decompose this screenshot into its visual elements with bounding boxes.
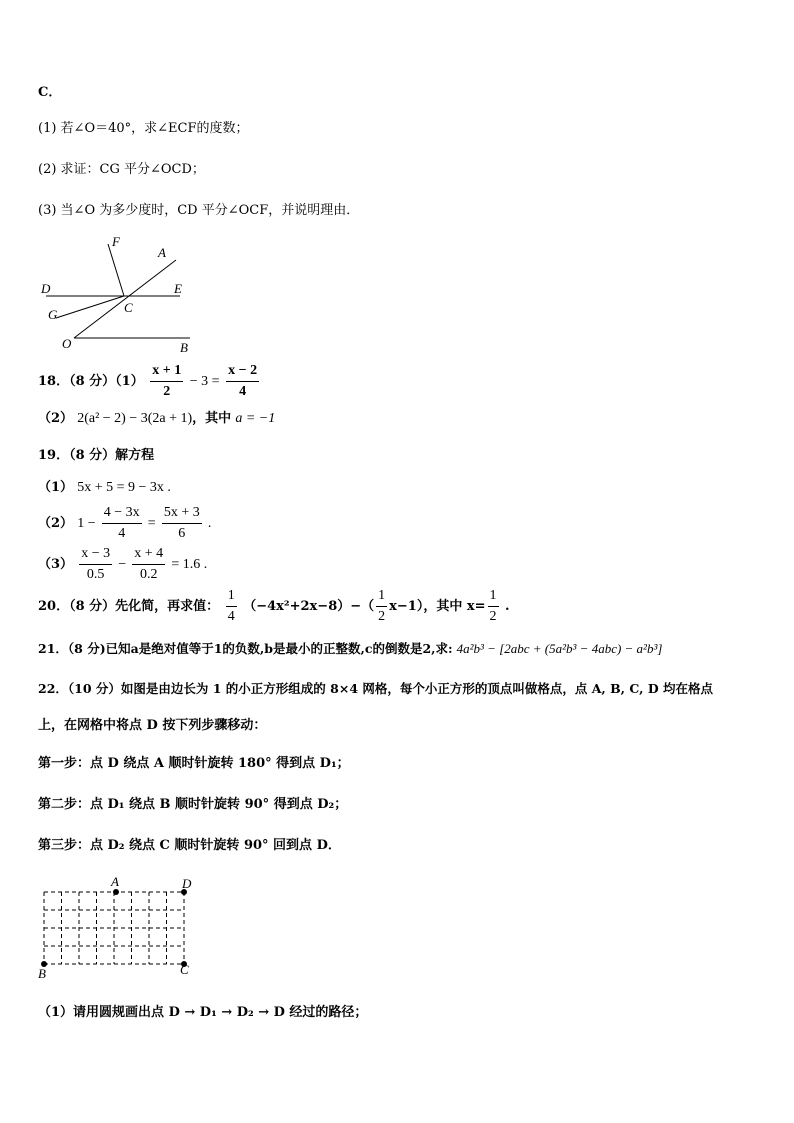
label-b: B xyxy=(38,966,46,981)
numerator: 5x + 3 xyxy=(162,505,202,524)
numerator: x + 1 xyxy=(150,363,183,382)
q22-line2: 上，在网格中将点 D 按下列步骤移动： xyxy=(38,718,267,733)
denominator: 2 xyxy=(163,384,171,399)
operator: = xyxy=(147,516,156,531)
equation: 5x + 5 = 9 − 3x . xyxy=(77,480,171,495)
q22-step3: 第三步：点 D₂ 绕点 C 顺时针旋转 90° 回到点 D． xyxy=(38,838,341,853)
ray-cf xyxy=(108,244,124,296)
q18-heading: 18．（8 分）（1） xyxy=(38,374,144,389)
label-g: G xyxy=(48,307,58,322)
label-o: O xyxy=(62,336,72,351)
operator: . xyxy=(505,599,510,614)
label-c: C xyxy=(124,300,133,315)
numerator: 1 xyxy=(226,588,237,607)
q22-step1: 第一步：点 D 绕点 A 顺时针旋转 180° 得到点 D₁； xyxy=(38,756,350,771)
q18-line2 xyxy=(38,410,275,428)
q20-heading: 20．（8 分）先化简，再求值： xyxy=(38,599,220,614)
label-a: A xyxy=(158,245,166,260)
fraction xyxy=(150,363,183,400)
numerator: x − 3 xyxy=(79,546,112,565)
q22-line1: 22．（10 分）如图是由边长为 1 的小正方形组成的 8×4 网格，每个小正方形的顶点叫做格点，点 A, B, C, D 均在格点 xyxy=(38,681,714,696)
operator: = 1.6 . xyxy=(171,557,208,572)
denominator: 4 xyxy=(239,384,247,399)
q19-part1 xyxy=(38,479,171,497)
expression: 4a²b³ − [2abc + (5a²b³ − 4abc) − a²b³] xyxy=(456,641,663,656)
fraction xyxy=(488,588,499,625)
label-f: F xyxy=(112,234,120,249)
operator: . xyxy=(207,516,212,531)
q22-part1: （1）请用圆规画出点 D → D₁ → D₂ → D 经过的路径； xyxy=(38,1005,368,1020)
grid-lines xyxy=(44,892,184,964)
q20-line xyxy=(38,587,510,627)
expression: （−4x²+2x−8）−（ xyxy=(243,599,375,614)
denominator: 2 xyxy=(378,609,386,624)
denominator: 4 xyxy=(227,609,235,624)
denominator: 4 xyxy=(118,526,126,541)
fraction xyxy=(79,546,112,583)
q17-part2: (2) 求证：CG 平分∠OCD； xyxy=(38,162,205,177)
denominator: 0.5 xyxy=(86,567,105,582)
expression: 2(a² − 2) − 3(2a + 1) xyxy=(77,411,193,426)
numerator: 1 xyxy=(488,588,499,607)
fraction xyxy=(132,546,165,583)
ray-ca xyxy=(74,260,176,338)
part-label: （2） xyxy=(38,516,74,531)
q18-line1 xyxy=(38,362,261,402)
denominator: 6 xyxy=(178,526,186,541)
condition: a = −1 xyxy=(235,411,276,426)
grid-figure xyxy=(32,874,202,982)
denominator: 2 xyxy=(489,609,497,624)
where-text: ，其中 xyxy=(192,411,232,426)
q22-step2: 第二步：点 D₁ 绕点 B 顺时针旋转 90° 得到点 D₂； xyxy=(38,797,348,812)
fraction xyxy=(226,363,259,400)
q19-part2 xyxy=(38,504,211,544)
q17-part3: (3) 当∠O 为多少度时，CD 平分∠OCF，并说明理由． xyxy=(38,203,360,218)
q17-part1: (1) 若∠O＝40°，求∠ECF的度数； xyxy=(38,121,249,136)
label-b: B xyxy=(180,340,188,354)
q19-heading: 19．（8 分）解方程 xyxy=(38,448,155,463)
q21-line xyxy=(38,640,662,658)
q19-part3 xyxy=(38,545,207,585)
numerator: x + 4 xyxy=(132,546,165,565)
numerator: 4 − 3x xyxy=(102,505,142,524)
denominator: 0.2 xyxy=(139,567,158,582)
label-a: A xyxy=(111,874,119,889)
option-c: C． xyxy=(38,85,62,100)
expression: x−1），其中 x= xyxy=(389,599,486,614)
fraction xyxy=(102,505,142,542)
label-c: C xyxy=(180,962,189,977)
part-label: （3） xyxy=(38,557,74,572)
part-label: （2） xyxy=(38,411,74,426)
numerator: 1 xyxy=(376,588,387,607)
operator: − xyxy=(118,557,127,572)
angle-figure xyxy=(38,232,198,354)
fraction xyxy=(226,588,237,625)
fraction xyxy=(376,588,387,625)
label-d: D xyxy=(41,281,51,296)
part-label: （1） xyxy=(38,480,74,495)
label-e: E xyxy=(174,281,182,296)
q21-text: 21．（8 分)已知a是绝对值等于1的负数,b是最小的正整数,c的倒数是2,求: xyxy=(38,641,453,656)
point-a xyxy=(113,889,119,895)
operator: 1 − xyxy=(77,516,96,531)
label-d: D xyxy=(182,876,192,891)
fraction xyxy=(162,505,202,542)
numerator: x − 2 xyxy=(226,363,259,382)
operator: − 3 = xyxy=(189,374,220,389)
